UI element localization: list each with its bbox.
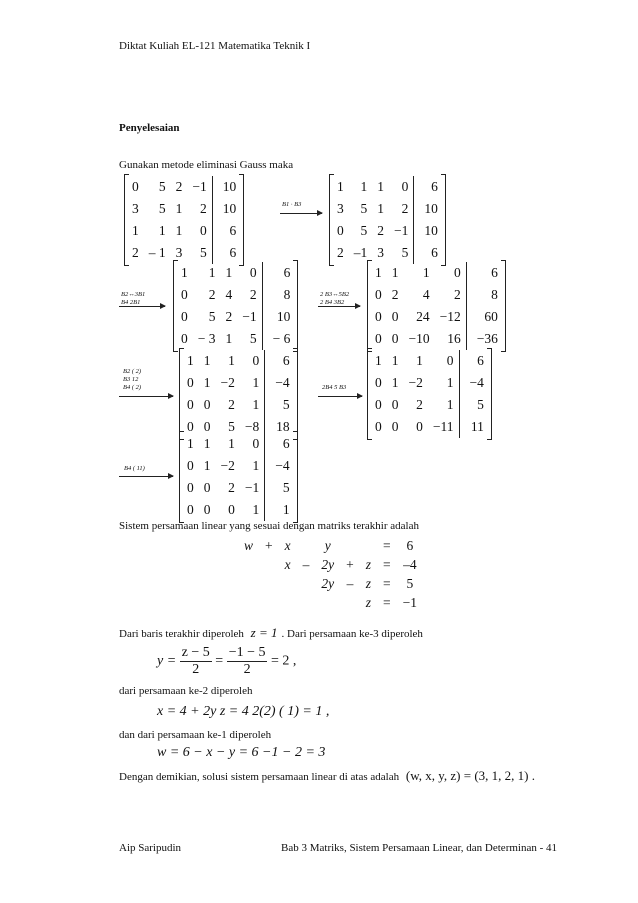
matrix-cell: 2 <box>454 287 461 302</box>
equation-term: 2y <box>321 575 335 591</box>
matrix-cell: 0 <box>375 331 382 346</box>
conclusion-text <box>119 768 535 784</box>
right-bracket <box>501 260 506 352</box>
row-op-line: B4 2B1 <box>121 299 141 306</box>
matrix-cell: 1 <box>228 436 235 451</box>
matrix-cell: 0 <box>375 397 382 412</box>
matrix-cell: 1 <box>391 353 399 368</box>
equation-term <box>238 555 259 574</box>
matrix-cell: −4 <box>265 455 295 477</box>
equation-term <box>279 574 297 593</box>
matrix-m5 <box>182 350 295 438</box>
equation-row <box>238 574 423 593</box>
equation-term: – <box>302 556 310 572</box>
matrix-cell: 2 <box>416 397 423 412</box>
matrix-cell: –1 <box>353 245 368 260</box>
matrix-cell: 11 <box>459 416 489 438</box>
matrix-cell: 0 <box>203 480 211 495</box>
matrix-cell: 1 <box>377 179 384 194</box>
fraction-2-num: −1 − 5 <box>228 645 266 660</box>
matrix-cell: 4 <box>225 287 233 302</box>
matrix-row <box>332 242 443 264</box>
matrix-row <box>182 372 295 394</box>
matrix-cell: 5 <box>265 477 295 499</box>
matrix-cell: 2 <box>228 480 235 495</box>
matrix-cell: 0 <box>337 223 344 238</box>
solution-vector: (w, x, y, z) = (3, 1, 2, 1) . <box>405 768 535 783</box>
matrix-cell: 0 <box>401 179 409 194</box>
matrix-cell: – 1 <box>148 245 166 260</box>
conclusion-label: Dengan demikian, solusi sistem persamaan linear di atas adalah <box>119 771 400 783</box>
matrix-cell: −11 <box>432 419 454 434</box>
matrix-cell: 0 <box>181 331 188 346</box>
matrix-cell: 1 <box>228 353 235 368</box>
matrix-cell: −36 <box>466 328 503 350</box>
matrix-cell: 1 <box>377 201 384 216</box>
matrix-cell: 10 <box>262 306 295 328</box>
matrix-cell: 0 <box>187 502 194 517</box>
matrix-cell: −2 <box>408 375 423 390</box>
matrix-table <box>370 350 489 438</box>
matrix-cell: 10 <box>212 176 241 198</box>
matrix-cell: −12 <box>439 309 461 324</box>
matrix-m4 <box>370 262 503 350</box>
matrix-cell: 0 <box>391 419 399 434</box>
equation-term: –4 <box>403 556 417 572</box>
matrix-row <box>182 455 295 477</box>
fraction-1 <box>180 645 212 678</box>
equation-term: – <box>346 575 354 591</box>
matrix-cell: 0 <box>391 397 399 412</box>
equation-term: z <box>365 594 372 610</box>
y-equals: = <box>215 653 224 669</box>
matrix-cell: 1 <box>337 179 344 194</box>
matrix-cell: 1 <box>360 179 368 194</box>
step2-text: dari persamaan ke-2 diperoleh <box>119 685 253 697</box>
matrix-cell: 2 <box>401 201 409 216</box>
matrix-row <box>182 350 295 372</box>
matrix-cell: 0 <box>203 502 211 517</box>
right-bracket <box>487 348 492 440</box>
matrix-cell: 0 <box>200 223 207 238</box>
fraction-2-den: 2 <box>243 662 251 677</box>
matrix-cell: 2 <box>228 397 235 412</box>
matrix-cell: 1 <box>252 375 260 390</box>
matrix-cell: 0 <box>375 375 382 390</box>
equation-term: = <box>383 594 391 610</box>
matrix-cell: 2 <box>225 309 233 324</box>
row-op-6 <box>124 465 145 473</box>
matrix-row <box>370 372 489 394</box>
matrix-row <box>332 198 443 220</box>
equation-term: z <box>365 556 372 572</box>
matrix-cell: 5 <box>360 201 368 216</box>
matrix-row <box>370 416 489 438</box>
matrix-table <box>332 176 443 264</box>
matrix-cell: 0 <box>203 419 211 434</box>
matrix-cell: 0 <box>187 375 194 390</box>
matrix-cell: 1 <box>203 436 211 451</box>
left-bracket <box>329 174 334 266</box>
matrix-cell: 3 <box>377 245 384 260</box>
matrix-cell: 6 <box>459 350 489 372</box>
system-intro: Sistem persamaan linear yang sesuai dengan matriks terakhir adalah <box>119 520 419 532</box>
footer-chapter: Bab 3 Matriks, Sistem Persamaan Linear, dan Determinan - 41 <box>281 842 558 854</box>
matrix-table <box>182 350 295 438</box>
equation-term: 2y <box>321 556 335 572</box>
matrix-cell: −4 <box>459 372 489 394</box>
matrix-cell: 0 <box>187 480 194 495</box>
matrix-cell: 2 <box>249 287 257 302</box>
matrix-row <box>127 242 241 264</box>
matrix-cell: 5 <box>208 309 216 324</box>
row-op-line: B2 ( 2) <box>123 368 142 375</box>
equation-term: −1 <box>402 594 418 610</box>
matrix-cell: −1 <box>192 179 207 194</box>
equation-term: = <box>383 556 391 572</box>
w-equation: w = 6 − x − y = 6 −1 − 2 = 3 <box>157 745 326 760</box>
matrix-cell: 1 <box>416 353 423 368</box>
matrix-cell: 4 <box>422 287 430 302</box>
left-bracket <box>367 348 372 440</box>
equation-term <box>259 555 279 574</box>
matrix-cell: 2 <box>377 223 384 238</box>
equation-row <box>238 555 423 574</box>
matrix-cell: 1 <box>158 223 166 238</box>
matrix-cell: 24 <box>416 309 430 324</box>
matrix-cell: 6 <box>212 242 241 264</box>
intro-text: Gunakan metode eliminasi Gauss maka <box>119 159 294 171</box>
matrix-row <box>370 284 503 306</box>
row-op-3 <box>320 291 349 307</box>
matrix-row <box>127 198 241 220</box>
left-bracket <box>179 348 184 440</box>
arrow-1 <box>280 213 322 214</box>
equation-term: w <box>244 537 254 553</box>
matrix-cell: 2 <box>132 245 139 260</box>
matrix-cell: 1 <box>175 223 183 238</box>
page-header: Diktat Kuliah EL-121 Matematika Teknik I <box>119 40 311 52</box>
matrix-cell: 0 <box>228 502 235 517</box>
matrix-cell: 3 <box>175 245 183 260</box>
matrix-row <box>182 499 295 521</box>
matrix-table <box>127 176 241 264</box>
matrix-cell: 5 <box>459 394 489 416</box>
equation-term <box>238 574 259 593</box>
row-op-line: 2 B3↔5B2 <box>320 291 350 298</box>
matrix-m1 <box>127 176 241 264</box>
equation-row <box>238 593 423 612</box>
matrix-cell: 5 <box>158 179 166 194</box>
y-rhs: = 2 , <box>270 653 297 669</box>
matrix-row <box>370 394 489 416</box>
equation-term <box>279 593 297 612</box>
arrow-2 <box>119 306 165 307</box>
left-bracket <box>124 174 129 266</box>
left-bracket <box>179 431 184 523</box>
right-bracket <box>239 174 244 266</box>
equation-term <box>360 536 377 555</box>
matrix-row <box>370 328 503 350</box>
matrix-cell: 0 <box>187 458 194 473</box>
matrix-cell: 0 <box>446 353 454 368</box>
matrix-cell: 3 <box>337 201 344 216</box>
matrix-row <box>370 262 503 284</box>
matrix-cell: 5 <box>401 245 409 260</box>
matrix-cell: 0 <box>375 419 382 434</box>
matrix-row <box>182 394 295 416</box>
matrix-cell: 5 <box>228 419 235 434</box>
step1-label2: . Dari persamaan ke-3 diperoleh <box>281 628 423 640</box>
row-op-line: B4 ( 2) <box>123 384 142 391</box>
matrix-cell: 10 <box>212 198 241 220</box>
matrix-table <box>176 262 295 350</box>
matrix-cell: 1 <box>391 375 399 390</box>
equation-term: x <box>284 556 291 572</box>
equation-term <box>315 593 340 612</box>
right-bracket <box>293 260 298 352</box>
matrix-cell: 0 <box>252 353 260 368</box>
matrix-cell: 0 <box>187 397 194 412</box>
matrix-cell: 1 <box>252 397 260 412</box>
matrix-row <box>332 220 443 242</box>
right-bracket <box>293 348 298 440</box>
matrix-m6 <box>370 350 489 438</box>
x-equation: x = 4 + 2y z = 4 2(2) ( 1) = 1 , <box>157 704 330 719</box>
matrix-cell: 0 <box>132 179 139 194</box>
equation-system <box>238 536 423 612</box>
row-op-4 <box>123 368 141 392</box>
matrix-cell: −4 <box>265 372 295 394</box>
equation-term: y <box>324 537 331 553</box>
matrix-cell: − 3 <box>197 331 216 346</box>
equation-term: 6 <box>406 537 414 553</box>
equation-term: x <box>284 537 291 553</box>
matrix-cell: 0 <box>252 436 260 451</box>
row-op-line: 2 B4 3B2 <box>320 299 345 306</box>
equation-term: z <box>365 575 372 591</box>
left-bracket <box>173 260 178 352</box>
matrix-cell: 0 <box>416 419 423 434</box>
matrix-cell: 1 <box>208 265 216 280</box>
matrix-row <box>176 328 295 350</box>
matrix-row <box>332 176 443 198</box>
matrix-cell: 2 <box>208 287 216 302</box>
equation-term <box>238 593 259 612</box>
row-op-line: B4 ( 11) <box>124 465 145 472</box>
matrix-cell: 1 <box>203 353 211 368</box>
matrix-cell: −10 <box>408 331 430 346</box>
matrix-row <box>370 350 489 372</box>
matrix-row <box>127 176 241 198</box>
matrix-cell: 0 <box>375 309 382 324</box>
matrix-cell: 1 <box>175 201 183 216</box>
matrix-cell: 1 <box>265 499 295 521</box>
matrix-row <box>176 284 295 306</box>
fraction-1-den: 2 <box>192 662 200 677</box>
matrix-cell: 0 <box>181 287 188 302</box>
matrix-cell: 6 <box>212 220 241 242</box>
matrix-table <box>182 433 295 521</box>
matrix-cell: 10 <box>414 220 443 242</box>
matrix-cell: 0 <box>454 265 461 280</box>
equation-term: + <box>346 556 354 572</box>
matrix-cell: −8 <box>244 419 260 434</box>
matrix-cell: 16 <box>447 331 461 346</box>
matrix-cell: −2 <box>220 458 235 473</box>
matrix-cell: 0 <box>391 309 399 324</box>
matrix-cell: 2 <box>200 201 207 216</box>
matrix-cell: 6 <box>265 350 295 372</box>
row-op-2 <box>121 291 145 307</box>
matrix-cell: 2 <box>175 179 183 194</box>
row-op-5 <box>322 384 346 392</box>
matrix-cell: 1 <box>422 265 430 280</box>
equation-term <box>297 574 316 593</box>
matrix-cell: 1 <box>252 458 260 473</box>
fraction-1-num: z − 5 <box>181 645 210 660</box>
matrix-row <box>176 262 295 284</box>
matrix-cell: 5 <box>200 245 207 260</box>
y-lhs: y = <box>157 653 177 669</box>
equation-term: + <box>265 537 273 553</box>
matrix-row <box>182 477 295 499</box>
matrix-cell: 3 <box>132 201 139 216</box>
matrix-cell: 1 <box>225 265 233 280</box>
row-op-1 <box>282 201 301 209</box>
equation-term: = <box>383 575 391 591</box>
matrix-cell: − 6 <box>262 328 295 350</box>
step1-label: Dari baris terakhir diperoleh <box>119 628 244 640</box>
matrix-cell: 0 <box>187 419 194 434</box>
equation-term <box>340 536 360 555</box>
footer-author: Aip Saripudin <box>119 842 182 854</box>
matrix-cell: 5 <box>360 223 368 238</box>
arrow-6 <box>119 476 173 477</box>
matrix-cell: 10 <box>414 198 443 220</box>
equation-term <box>259 593 279 612</box>
matrix-cell: 8 <box>466 284 503 306</box>
section-title: Penyelesaian <box>119 122 180 134</box>
matrix-m7 <box>182 433 295 521</box>
equation-term <box>297 536 316 555</box>
matrix-cell: 60 <box>466 306 503 328</box>
equation-term <box>297 593 316 612</box>
matrix-cell: 2 <box>391 287 399 302</box>
matrix-row <box>176 306 295 328</box>
matrix-cell: 0 <box>181 309 188 324</box>
matrix-cell: 5 <box>265 394 295 416</box>
arrow-3 <box>318 306 360 307</box>
matrix-row <box>182 433 295 455</box>
matrix-cell: 8 <box>262 284 295 306</box>
equation-term <box>259 574 279 593</box>
matrix-cell: 1 <box>391 265 399 280</box>
row-op-line: B3 12 <box>123 376 139 383</box>
arrow-5 <box>318 396 362 397</box>
step1-equation: z = 1 <box>250 625 278 640</box>
matrix-cell: 0 <box>375 287 382 302</box>
matrix-cell: 1 <box>187 436 194 451</box>
matrix-cell: 1 <box>252 502 260 517</box>
matrix-cell: 1 <box>203 375 211 390</box>
matrix-cell: −2 <box>220 375 235 390</box>
matrix-cell: 6 <box>265 433 295 455</box>
matrix-cell: 5 <box>249 331 257 346</box>
matrix-cell: 6 <box>262 262 295 284</box>
matrix-cell: 1 <box>203 458 211 473</box>
matrix-cell: 1 <box>225 331 233 346</box>
matrix-cell: 1 <box>375 353 382 368</box>
equation-row <box>238 536 423 555</box>
matrix-cell: −1 <box>394 223 409 238</box>
matrix-cell: 6 <box>466 262 503 284</box>
matrix-cell: −1 <box>242 309 257 324</box>
matrix-cell: 2 <box>337 245 344 260</box>
left-bracket <box>367 260 372 352</box>
matrix-cell: 1 <box>375 265 382 280</box>
matrix-table <box>370 262 503 350</box>
matrix-cell: 1 <box>132 223 139 238</box>
row-op-line: B2↔3B1 <box>121 291 146 298</box>
matrix-m2 <box>332 176 443 264</box>
matrix-cell: 6 <box>414 176 443 198</box>
matrix-row <box>370 306 503 328</box>
equation-term: 5 <box>406 575 414 591</box>
row-op-line: B1 · B3 <box>282 201 302 208</box>
matrix-cell: 0 <box>391 331 399 346</box>
y-equation <box>157 645 296 678</box>
matrix-row <box>127 220 241 242</box>
matrix-cell: 1 <box>181 265 188 280</box>
equation-term <box>340 593 360 612</box>
matrix-cell: 18 <box>265 416 295 438</box>
matrix-cell: 6 <box>414 242 443 264</box>
matrix-cell: 1 <box>187 353 194 368</box>
right-bracket <box>441 174 446 266</box>
equation-term: = <box>383 537 391 553</box>
matrix-cell: 1 <box>446 397 454 412</box>
matrix-cell: 5 <box>158 201 166 216</box>
matrix-cell: 0 <box>203 397 211 412</box>
matrix-cell: −1 <box>244 480 260 495</box>
right-bracket <box>293 431 298 523</box>
step1-text <box>119 625 423 641</box>
matrix-cell: 1 <box>446 375 454 390</box>
fraction-2 <box>227 645 268 678</box>
arrow-4 <box>119 396 173 397</box>
matrix-cell: 0 <box>249 265 257 280</box>
matrix-m3 <box>176 262 295 350</box>
step3-text: dan dari persamaan ke-1 diperoleh <box>119 729 272 741</box>
row-op-line: 2B4 5 B3 <box>322 384 347 391</box>
